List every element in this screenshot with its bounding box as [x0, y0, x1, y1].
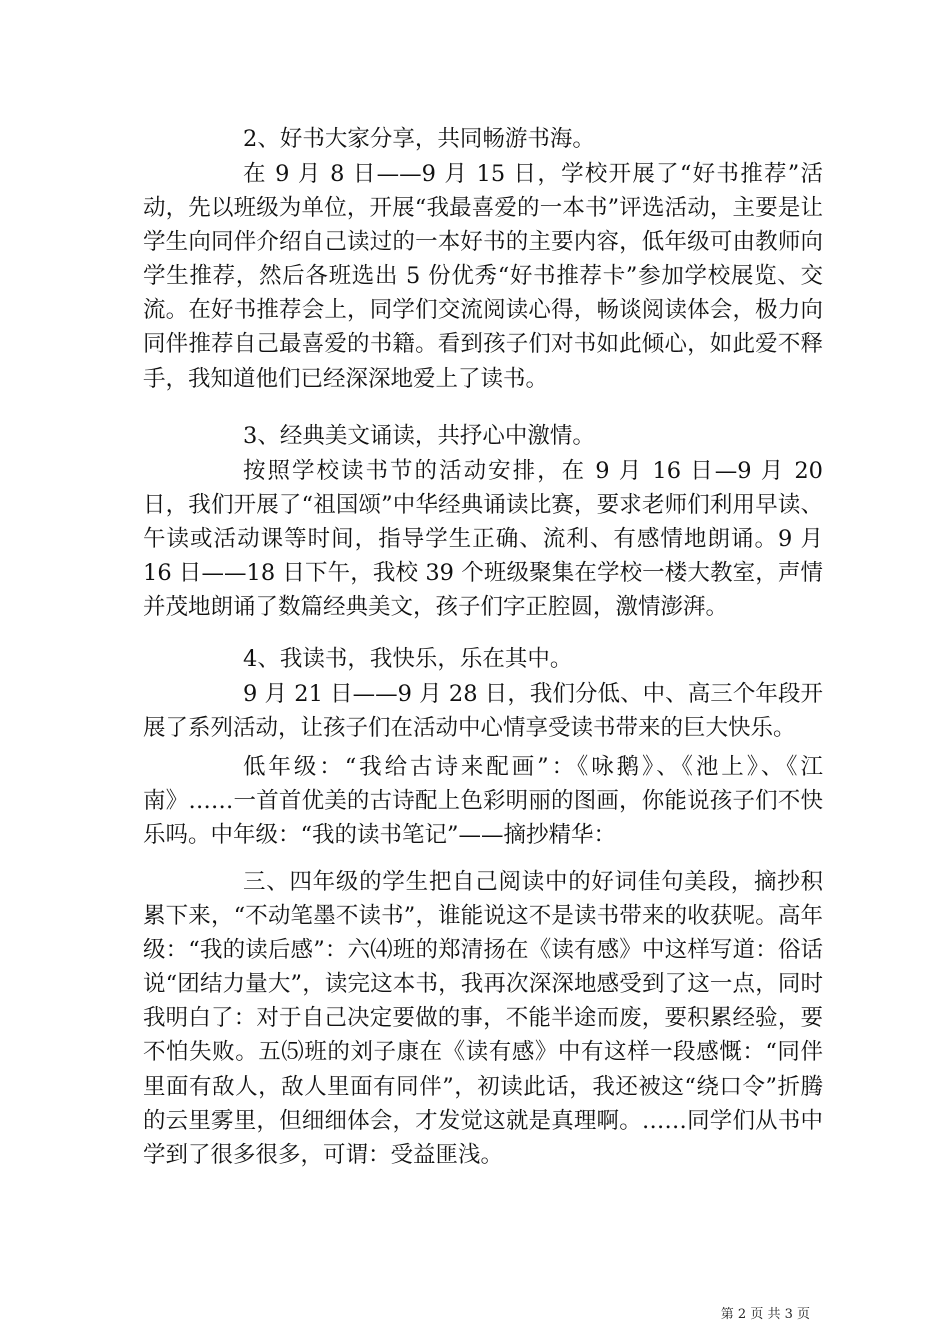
paragraph-recitation-contest: 按照学校读书节的活动安排，在 9 月 16 日—9 月 20 日，我们开展了“祖国颂”中华经典诵读比赛，要求老师们利用早读、午读或活动课等时间，指导学生正确、流利、有感情地朗诵。9 月 16 日——18 日下午，我校 39 个班级聚集在学校一楼大教室，声情并茂地朗诵了数篇经典美文，孩子们字正腔圆，激情澎湃。 [143, 458, 823, 621]
heading-good-books: 2、好书大家分享，共同畅游书海。 [243, 126, 595, 152]
paragraph-book-recommendation: 在 9 月 8 日——9 月 15 日，学校开展了“好书推荐”活动，先以班级为单位，开展“我最喜爱的一本书”评选活动，主要是让学生向同伴介绍自己读过的一本好书的主要内容，低年级可由教师向学生推荐，然后各班选出 5 份优秀“好书推荐卡”参加学校展览、交流。在好书推荐会上，同学们交流阅读心得，畅谈阅读体会，极力向同伴推荐自己最喜爱的书籍。看到孩子们对书如此倾心，如此爱不释手，我知道他们已经深深地爱上了读书。 [143, 161, 823, 392]
paragraph-series-activities: 9 月 21 日——9 月 28 日，我们分低、中、高三个年段开展了系列活动，让孩子们在活动中心情享受读书带来的巨大快乐。 [143, 681, 823, 742]
page-footer: 第 2 页 共 3 页 [720, 1307, 810, 1322]
paragraph-lower-grades: 低年级：“我给古诗来配画”：《咏鹅》、《池上》、《江南》……一首首优美的古诗配上色彩明丽的图画，你能说孩子们不快乐吗。中年级：“我的读书笔记”——摘抄精华： [143, 754, 823, 849]
heading-classic-reading: 3、经典美文诵读，共抒心中激情。 [243, 423, 595, 449]
heading-reading-joy: 4、我读书，我快乐，乐在其中。 [243, 646, 573, 672]
paragraph-middle-upper-grades: 三、四年级的学生把自己阅读中的好词佳句美段，摘抄积累下来，“不动笔墨不读书”，谁能说这不是读书带来的收获呢。高年级：“我的读后感”：六⑷班的郑清扬在《读有感》中这样写道：俗话说“团结力量大”，读完这本书，我再次深深地感受到了这一点，同时我明白了：对于自己决定要做的事，不能半途而废，要积累经验，要不怕失败。五⑸班的刘子康在《读有感》中有这样一段感慨：“同伴里面有敌人，敌人里面有同伴”，初读此话，我还被这“绕口令”折腾的云里雾里，但细细体会，才发觉这就是真理啊。……同学们从书中学到了很多很多，可谓：受益匪浅。 [143, 869, 823, 1168]
